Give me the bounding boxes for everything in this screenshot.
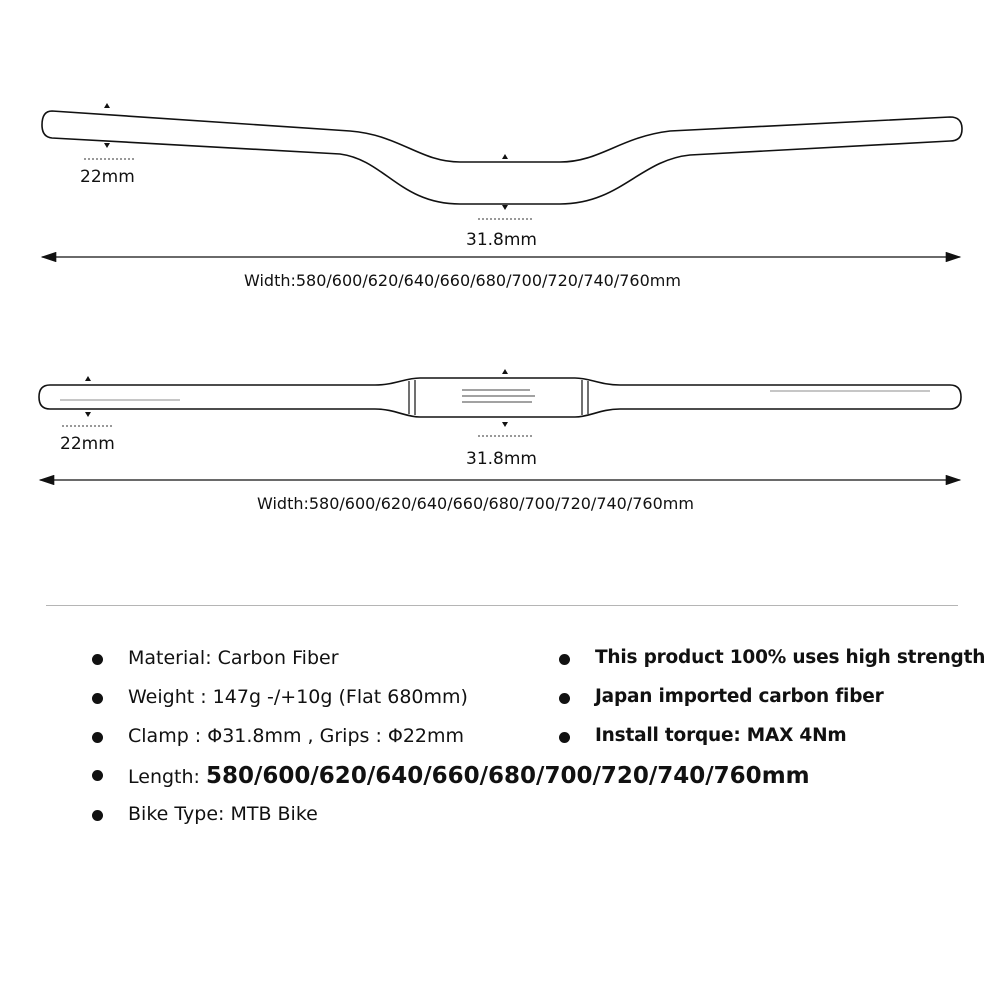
spec-torque: Install torque: MAX 4Nm (595, 725, 846, 746)
bullet (92, 732, 103, 743)
rise-grip-label: 22mm (80, 167, 135, 187)
spec-strength: This product 100% uses high strength (595, 647, 985, 668)
bullet (92, 810, 103, 821)
section-divider (46, 605, 958, 606)
flat-handlebar-drawing (39, 378, 961, 417)
spec-clamp: Clamp : Φ31.8mm , Grips : Φ22mm (128, 725, 464, 747)
spec-material: Material: Carbon Fiber (128, 647, 339, 669)
bullet (92, 654, 103, 665)
bullet (92, 693, 103, 704)
flat-width-label: Width:580/600/620/640/660/680/700/720/740/760mm (257, 494, 694, 513)
flat-clamp-label: 31.8mm (466, 449, 537, 469)
spec-bike-type: Bike Type: MTB Bike (128, 803, 318, 825)
bullet (559, 654, 570, 665)
bullet (559, 693, 570, 704)
flat-grip-label: 22mm (60, 434, 115, 454)
bullet (559, 732, 570, 743)
rise-clamp-label: 31.8mm (466, 230, 537, 250)
spec-length: Length: 580/600/620/640/660/680/700/720/740/760mm (128, 763, 810, 789)
rise-handlebar-drawing (42, 111, 962, 204)
spec-weight: Weight : 147g -/+10g (Flat 680mm) (128, 686, 468, 708)
rise-width-label: Width:580/600/620/640/660/680/700/720/740/760mm (244, 271, 681, 290)
bullet (92, 770, 103, 781)
spec-carbon-origin: Japan imported carbon fiber (595, 686, 884, 707)
